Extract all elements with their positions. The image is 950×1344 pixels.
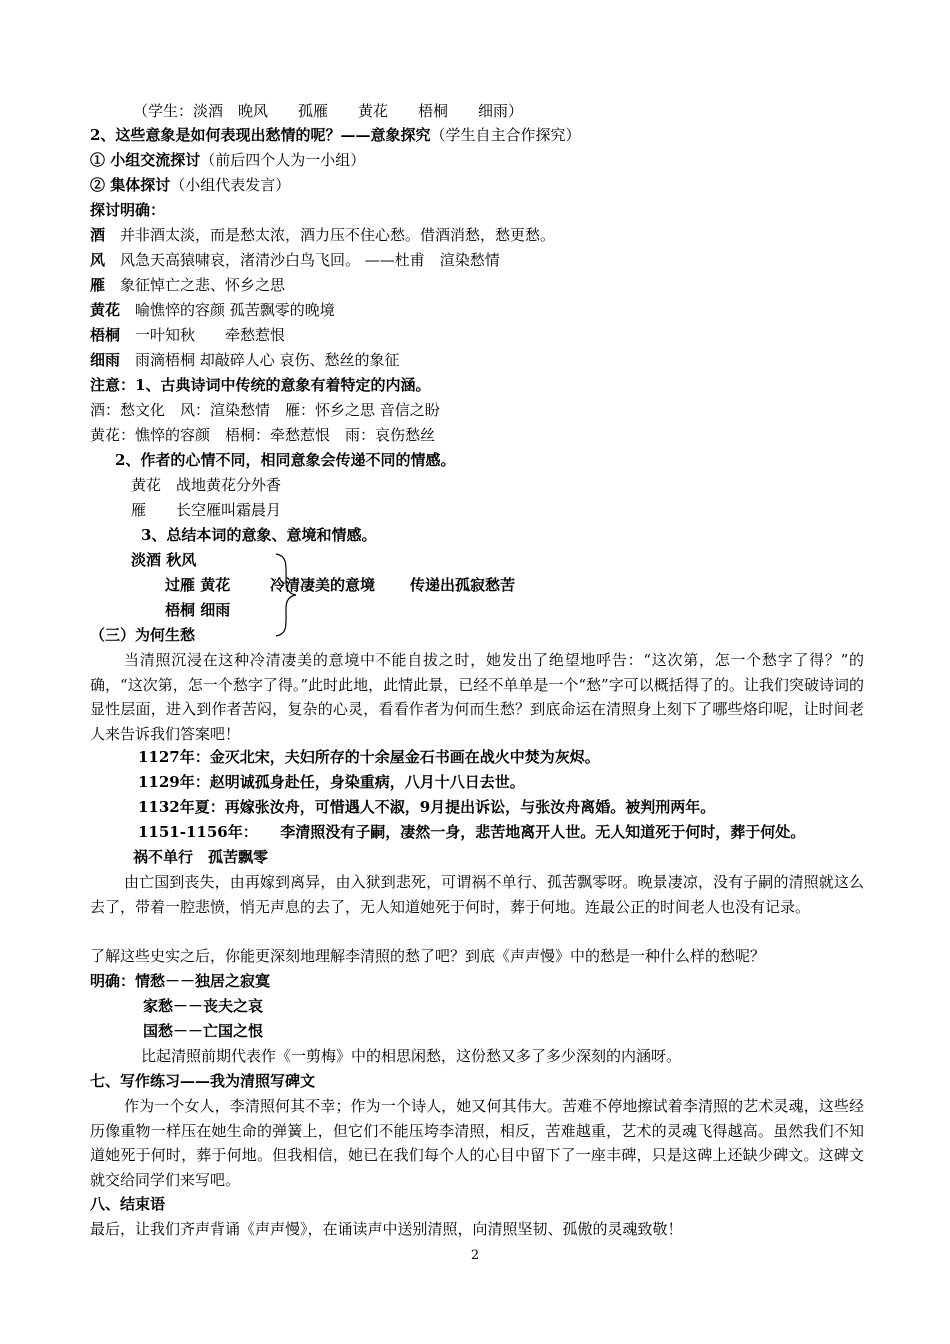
note-2: 2、作者的心情不同，相同意象会传递不同的情感。 (115, 451, 456, 469)
timeline-1151: 1151-1156年： 李清照没有子嗣，凄然一身，悲苦地离开人世。无人知道死于何时，葬于何处。 (138, 823, 806, 841)
image-desc: 喻憔悴的容颜 孤苦飘零的晚境 (120, 301, 335, 319)
page-number: 2 (470, 1248, 480, 1263)
summary-row-1: 淡酒 秋风 (131, 551, 197, 569)
step-2-title: ② 集体探讨 (90, 176, 171, 194)
image-item-drizzle (90, 349, 400, 371)
summary-row-3: 梧桐 细雨 (165, 601, 231, 619)
timeline-1132: 1132年夏：再嫁张汝舟，可惜遇人不淑，9月提出诉讼，与张汝舟离婚。被判刑两年。 (138, 798, 716, 816)
step-1 (90, 149, 365, 171)
image-desc: 风急天高猿啸哀，渚清沙白鸟飞回。 ——杜甫 渲染愁情 (105, 251, 500, 269)
section-8-title: 八、结束语 (90, 1195, 166, 1213)
student-answer-line: （学生：淡酒 晚风 孤雁 黄花 梧桐 细雨） (133, 102, 524, 120)
clarify-title: 探讨明确： (90, 201, 166, 219)
question-2-note: （学生自主合作探究） (430, 126, 581, 144)
clarify-nation-sorrow: 国愁－－亡国之恨 (143, 1022, 264, 1040)
step-1-title: ① 小组交流探讨 (90, 151, 201, 169)
note-1-line-1: 酒：愁文化 风：渲染愁情 雁：怀乡之思 音信之盼 (90, 401, 440, 419)
section-7-paragraph: 作为一个女人，李清照何其不幸；作为一个诗人，她又何其伟大。苦难不停地擦试着李清照的艺术灵魂，这些经历像重物一样压在她生命的弹簧上，但它们不能压垮李清照，相反，苦难越重，艺术的灵魂飞得越高。虽然我们不知道她死于何时，葬于何地。但我相信，她已在我们每个人的心目中留下了一座丰碑，只是这碑上还缺少碑文。这碑文就交给同学们来写吧。 (90, 1097, 864, 1189)
step-2-note: （小组代表发言） (170, 176, 291, 194)
timeline-1129: 1129年：赵明诚孤身赴任，身染重病，八月十八日去世。 (138, 773, 525, 791)
history-question: 了解这些史实之后，你能更深刻地理解李清照的愁了吧？到底《声声慢》中的愁是一种什么样的愁呢？ (90, 947, 766, 965)
step-1-note: （前后四个人为一小组） (200, 151, 366, 169)
misfortune-heading: 祸不单行 孤苦飘零 (133, 848, 269, 866)
question-2 (90, 124, 580, 146)
note-1: 注意：1、古典诗词中传统的意象有着特定的内涵。 (90, 376, 431, 394)
image-term: 雁 (90, 276, 106, 294)
image-item-wind (90, 249, 500, 271)
image-desc: 雨滴梧桐 却敲碎人心 哀伤、愁丝的象征 (120, 351, 400, 369)
image-term: 风 (90, 251, 106, 269)
image-term: 黄花 (90, 301, 121, 319)
closing-text: 最后，让我们齐声背诵《声声慢》，在诵读声中送别清照，向清照坚韧、孤傲的灵魂致敬！ (90, 1220, 683, 1238)
note-2-example-2: 雁 长空雁叫霜晨月 (131, 501, 282, 519)
section-3-title: （三）为何生愁 (90, 626, 196, 644)
image-term: 细雨 (90, 351, 121, 369)
comparison-line: 比起清照前期代表作《一剪梅》中的相思闲愁，这份愁又多了多少深刻的内涵呀。 (141, 1047, 682, 1065)
image-item-wine (90, 224, 555, 246)
image-desc: 并非酒太淡，而是愁太浓，酒力压不住心愁。借酒消愁，愁更愁。 (105, 226, 556, 244)
note-3: 3、总结本词的意象、意境和情感。 (141, 526, 377, 544)
image-desc: 象征悼亡之悲、怀乡之思 (105, 276, 286, 294)
timeline-1127: 1127年：金灭北宋，夫妇所存的十余屋金石书画在战火中焚为灰烬。 (138, 748, 600, 766)
clarify-family-sorrow: 家愁－－丧夫之哀 (143, 997, 264, 1015)
question-2-title: 2、这些意象是如何表现出愁情的呢？——意象探究 (90, 126, 431, 144)
step-2 (90, 174, 290, 196)
summary-mood: 冷清凄美的意境 (270, 576, 376, 594)
image-desc: 一叶知秋 牵愁惹恨 (120, 326, 286, 344)
summary-emotion: 传递出孤寂愁苦 (410, 576, 516, 594)
note-1-line-2: 黄花：憔悴的容颜 梧桐：牵愁惹恨 雨：哀伤愁丝 (90, 426, 436, 444)
section-3-paragraph: 当清照沉浸在这种冷清凄美的意境中不能自拔之时，她发出了绝望地呼告：“这次第，怎一个愁字了得？”的确，“这次第，怎一个愁字了得。”此时此地，此情此景，已经不单单是一个“愁”字可以概括得了的。让我们突破诗词的显性层面，进入到作者苦闷，复杂的心灵，看看作者为何而生愁？到底命运在清照身上刻下了哪些烙印呢，让时间老人来告诉我们答案吧！ (90, 651, 864, 743)
image-item-wutong (90, 324, 285, 346)
image-item-goose (90, 274, 285, 296)
image-item-chrysanthemum (90, 299, 335, 321)
summary-row-2: 过雁 黄花 (165, 576, 231, 594)
image-term: 梧桐 (90, 326, 121, 344)
misfortune-paragraph: 由亡国到丧失，由再嫁到离异，由入狱到悲死，可谓祸不单行、孤苦飘零呀。晚景凄凉，没有子嗣的清照就这么去了，带着一腔悲愤，悄无声息的去了，无人知道她死于何时，葬于何地。连最公正的时间老人也没有记录。 (90, 873, 864, 916)
section-7-title: 七、写作练习——我为清照写碑文 (90, 1072, 316, 1090)
note-2-example-1: 黄花 战地黄花分外香 (131, 476, 282, 494)
clarify-love-sorrow: 明确：情愁－－独居之寂寞 (90, 972, 271, 990)
image-term: 酒 (90, 226, 106, 244)
